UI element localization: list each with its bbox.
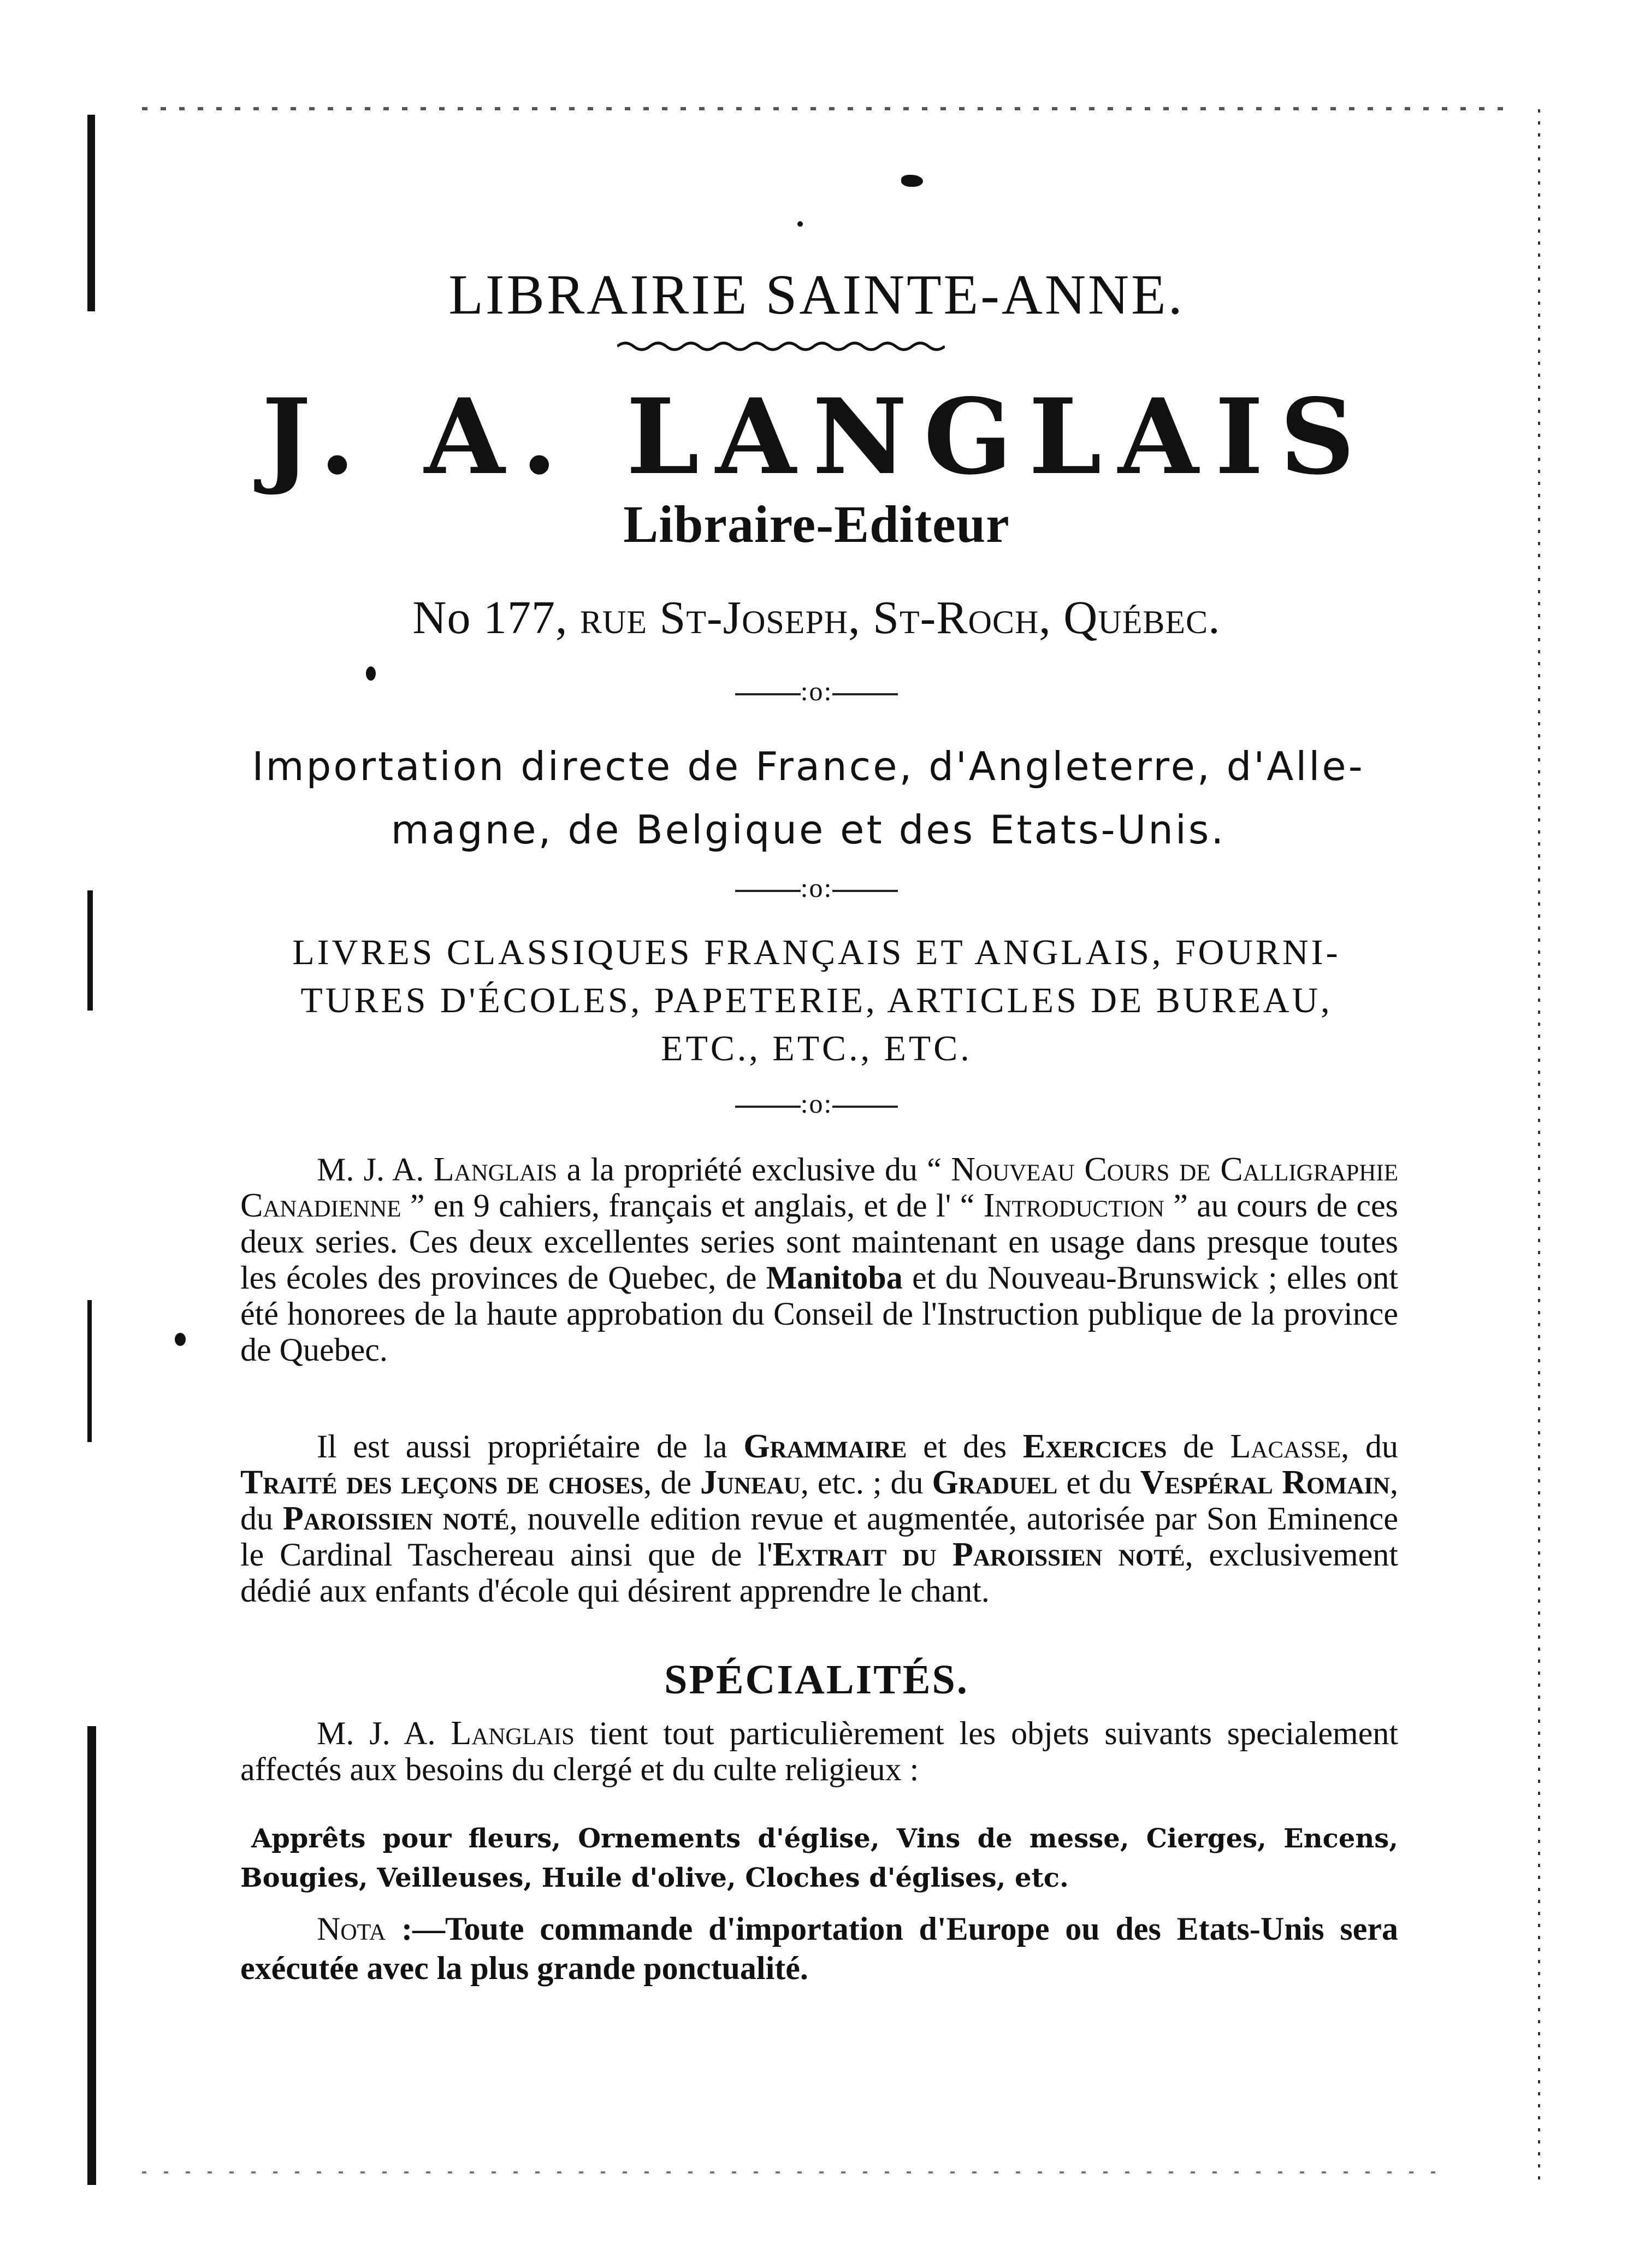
text-run: , etc. ; du bbox=[800, 1464, 932, 1501]
divider-rule bbox=[735, 1106, 801, 1108]
wavy-ornament bbox=[617, 340, 945, 353]
divider-rule bbox=[735, 693, 801, 695]
book-title: Extrait du Paroissien noté bbox=[772, 1536, 1185, 1573]
scan-edge-bottom bbox=[142, 2171, 1453, 2174]
book-title: Introduction bbox=[983, 1187, 1164, 1224]
ink-speck bbox=[175, 1333, 186, 1346]
owner-surname: Langlais bbox=[451, 1715, 575, 1752]
book-title: Vespéral Romain bbox=[1140, 1464, 1390, 1501]
divider-label: :o: bbox=[800, 676, 833, 706]
book-title: Exercices bbox=[1022, 1428, 1167, 1465]
text-run: , de bbox=[643, 1464, 700, 1501]
book-title: Nouveau Cours de Calligraphie Canadienne bbox=[240, 1151, 1398, 1224]
divider-label: :o: bbox=[800, 872, 833, 903]
address bbox=[208, 590, 1425, 645]
section-divider bbox=[208, 1087, 1425, 1120]
owner-surname: Langlais bbox=[433, 1151, 558, 1188]
book-title: Graduel bbox=[932, 1464, 1058, 1501]
divider-rule bbox=[832, 890, 898, 892]
text-run: , du bbox=[1341, 1428, 1398, 1464]
nota-text: :—Toute commande d'importation d'Europe ou des Etats-Unis sera exécutée avec la plus grande ponctualité. bbox=[240, 1911, 1398, 1986]
section-divider bbox=[208, 871, 1425, 904]
specialites-paragraph bbox=[240, 1715, 1398, 1787]
products-line: TURES D'ÉCOLES, PAPETERIE, ARTICLES DE BUREAU, bbox=[300, 981, 1333, 1020]
divider-rule bbox=[832, 1106, 898, 1108]
text-run: , exclusivement dédié aux enfants d'école qui désirent apprendre le chant. bbox=[240, 1537, 1398, 1609]
specialites-list: Apprêts pour fleurs, Ornements d'église, Vins de messe, Cierges, Encens, Bougies, Veilleuses, Huile d'olive, Cloches d'églises, etc. bbox=[240, 1823, 1398, 1893]
scan-edge-left-mid bbox=[87, 890, 93, 1011]
author-name: Juneau bbox=[700, 1464, 801, 1501]
divider-rule bbox=[735, 890, 801, 892]
text-run: , du bbox=[240, 1464, 1398, 1537]
nota-paragraph bbox=[240, 1909, 1398, 1988]
divider-rule bbox=[832, 693, 898, 695]
text-run: , nouvelle edition revue et augmentée, autorisée par Son Eminence le Cardinal Taschereau ainsi que de l' bbox=[240, 1501, 1399, 1573]
address-number: No 177, bbox=[412, 591, 568, 643]
specialites-heading: SPÉCIALITÉS. bbox=[664, 1657, 969, 1703]
scan-edge-left-top bbox=[87, 115, 95, 311]
products-line: LIVRES CLASSIQUES FRANÇAIS ET ANGLAIS, FOURNI- bbox=[292, 932, 1341, 972]
text-run: et du Nouveau-Brunswick ; elles ont été honorees de la haute approbation du Conseil de l'Instruction publique de la province de Quebec. bbox=[240, 1260, 1398, 1368]
text-run: M. J. A. bbox=[317, 1715, 451, 1751]
text-run: et des bbox=[907, 1428, 1023, 1464]
text-run: tient tout particulièrement les objets suivants specialement affectés aux besoins du clergé et du culte religieux : bbox=[240, 1715, 1398, 1787]
scan-edge-left-bottom bbox=[87, 1726, 96, 2185]
publications-paragraph bbox=[240, 1428, 1398, 1609]
scan-edge-left-low bbox=[87, 1300, 92, 1442]
book-title: Traité des leçons de choses bbox=[240, 1464, 644, 1501]
shop-name: LIBRAIRIE SAINTE-ANNE. bbox=[448, 263, 1185, 326]
book-title: Paroissien noté bbox=[282, 1500, 510, 1537]
products-line: ETC., ETC., ETC. bbox=[661, 1029, 972, 1068]
scan-edge-right bbox=[1538, 109, 1540, 2185]
address-street: rue St-Joseph, St-Roch, Québec. bbox=[580, 591, 1221, 643]
import-line: magne, de Belgique et des Etats-Unis. bbox=[390, 807, 1226, 853]
province-name: Manitoba bbox=[766, 1260, 903, 1296]
divider-label: :o: bbox=[800, 1088, 833, 1119]
scan-edge-top bbox=[142, 107, 1507, 110]
text-run: ” en 9 cahiers, français et anglais, et de l' “ bbox=[401, 1188, 984, 1224]
text-run: a la propriété exclusive du “ bbox=[557, 1151, 951, 1188]
import-line: Importation directe de France, d'Angleterre, d'Alle- bbox=[252, 743, 1365, 789]
import-statement bbox=[235, 735, 1382, 861]
owner-name: J. A. LANGLAIS bbox=[262, 376, 1371, 498]
nota-label: Nota bbox=[317, 1911, 386, 1947]
book-title: Grammaire bbox=[743, 1428, 907, 1465]
text-run: Il est aussi propriétaire de la bbox=[317, 1428, 744, 1464]
text-run: M. J. A. bbox=[317, 1151, 434, 1188]
section-divider bbox=[208, 675, 1425, 707]
text-run: et du bbox=[1057, 1464, 1140, 1501]
ink-speck bbox=[901, 175, 923, 187]
calligraphy-paragraph bbox=[240, 1151, 1398, 1368]
products-list-caps bbox=[229, 929, 1404, 1073]
text-run: de bbox=[1167, 1428, 1230, 1464]
owner-title: Libraire-Editeur bbox=[623, 495, 1010, 553]
author-name: Lacasse bbox=[1230, 1428, 1341, 1465]
text-run: ” au cours de ces deux series. Ces deux excellentes series sont maintenant en usage dans presque toutes les écoles des provinces de Quebec, de bbox=[240, 1188, 1398, 1296]
ink-speck bbox=[797, 221, 803, 227]
